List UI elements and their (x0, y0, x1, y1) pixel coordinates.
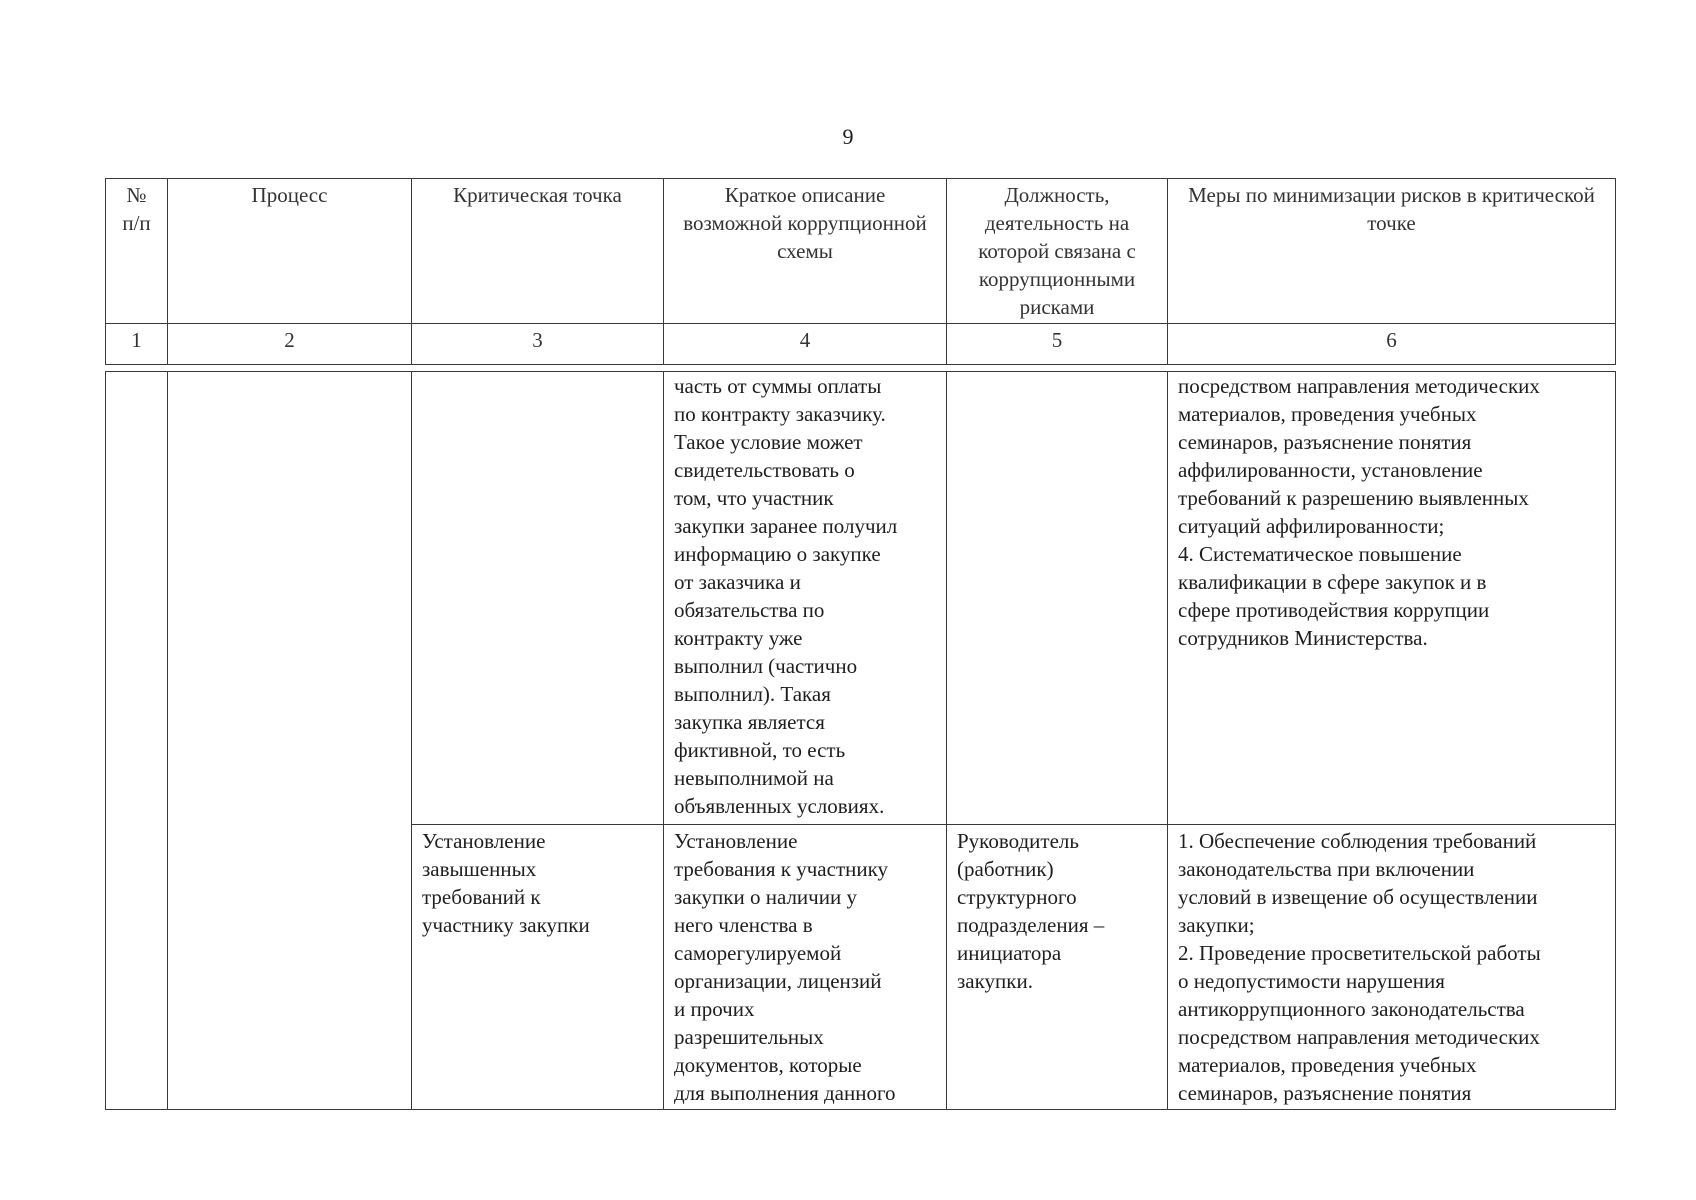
page-number: 9 (842, 124, 854, 149)
text-line: сфере противодействия коррупции (1178, 598, 1490, 622)
text-line: требований к разрешению выявленных (1178, 486, 1529, 510)
header-process: Процесс (168, 179, 412, 324)
header-measures: Меры по минимизации рисков в критической точке (1168, 179, 1616, 324)
text-line: Руководитель (957, 829, 1079, 853)
header-position: Должность, деятельность на которой связана с коррупционными рисками (947, 179, 1168, 324)
text-line: документов, которые (674, 1053, 862, 1077)
cell-position (947, 825, 1168, 1110)
table-row (106, 372, 1616, 825)
text-line: от заказчика и (674, 570, 801, 594)
text-line: (работник) (957, 857, 1054, 881)
text-line: антикоррупционного законодательства (1178, 997, 1525, 1021)
column-number-3: 3 (412, 324, 664, 365)
text-line: объявленных условиях. (674, 794, 885, 818)
header-number: № п/п (106, 179, 168, 324)
text-line: информацию о закупке (674, 542, 881, 566)
text-line: выполнил). Такая (674, 682, 831, 706)
text-line: 1. Обеспечение соблюдения требований (1178, 829, 1537, 853)
text-line: контракту уже (674, 626, 803, 650)
text-line: том, что участник (674, 486, 834, 510)
cell-description (664, 825, 947, 1110)
text-line: участнику закупки (422, 913, 590, 937)
text-line: часть от суммы оплаты (674, 374, 882, 398)
text-line: аффилированности, установление (1178, 458, 1483, 482)
text-line: структурного (957, 885, 1077, 909)
cell-measures (1168, 372, 1616, 825)
text-line: выполнил (частично (674, 654, 858, 678)
text-line: закупки заранее получил (674, 514, 898, 538)
column-number-row (106, 324, 1616, 365)
text-line: законодательства при включении (1178, 857, 1475, 881)
column-number-5: 5 (947, 324, 1168, 365)
text-line: сотрудников Министерства. (1178, 626, 1428, 650)
text-line: квалификации в сфере закупок и в (1178, 570, 1487, 594)
column-number-2: 2 (168, 324, 412, 365)
text-line: для выполнения данного (674, 1081, 896, 1105)
text-line: ситуаций аффилированности; (1178, 514, 1445, 538)
text-line: фиктивной, то есть (674, 738, 846, 762)
text-line: требований к (422, 885, 541, 909)
text-line: материалов, проведения учебных (1178, 1053, 1477, 1077)
cell-critical-point (412, 372, 664, 825)
text-line: разрешительных (674, 1025, 824, 1049)
corruption-risk-table (105, 178, 1616, 1110)
text-line: обязательства по (674, 598, 825, 622)
text-line: закупки о наличии у (674, 885, 857, 909)
text-line: завышенных (422, 857, 537, 881)
text-line: требования к участнику (674, 857, 888, 881)
table-gap (106, 365, 1616, 372)
text-line: 4. Систематическое повышение (1178, 542, 1462, 566)
cell-measures (1168, 825, 1616, 1110)
text-line: свидетельствовать о (674, 458, 855, 482)
text-line: саморегулируемой (674, 941, 842, 965)
text-line: посредством направления методических (1178, 1025, 1540, 1049)
text-line: посредством направления методических (1178, 374, 1540, 398)
text-line: 2. Проведение просветительской работы (1178, 941, 1541, 965)
header-description: Краткое описание возможной коррупционной схемы (664, 179, 947, 324)
cell-position (947, 372, 1168, 825)
text-line: инициатора (957, 941, 1062, 965)
text-line: невыполнимой на (674, 766, 834, 790)
table-header-row (106, 179, 1616, 324)
text-line: закупка является (674, 710, 825, 734)
text-line: по контракту заказчику. (674, 402, 886, 426)
column-number-4: 4 (664, 324, 947, 365)
text-line: Установление (674, 829, 798, 853)
cell-number (106, 372, 168, 1110)
text-line: закупки; (1178, 913, 1255, 937)
column-number-1: 1 (106, 324, 168, 365)
text-line: организации, лицензий (674, 969, 882, 993)
header-critical-point: Критическая точка (412, 179, 664, 324)
cell-process (168, 372, 412, 1110)
text-line: Такое условие может (674, 430, 863, 454)
text-line: закупки. (957, 969, 1033, 993)
cell-description (664, 372, 947, 825)
text-line: материалов, проведения учебных (1178, 402, 1477, 426)
text-line: семинаров, разъяснение понятия (1178, 430, 1472, 454)
text-line: него членства в (674, 913, 813, 937)
text-line: и прочих (674, 997, 755, 1021)
text-line: семинаров, разъяснение понятия (1178, 1081, 1472, 1105)
text-line: о недопустимости нарушения (1178, 969, 1445, 993)
text-line: подразделения – (957, 913, 1105, 937)
cell-critical-point (412, 825, 664, 1110)
text-line: Установление (422, 829, 546, 853)
column-number-6: 6 (1168, 324, 1616, 365)
text-line: условий в извещение об осуществлении (1178, 885, 1538, 909)
